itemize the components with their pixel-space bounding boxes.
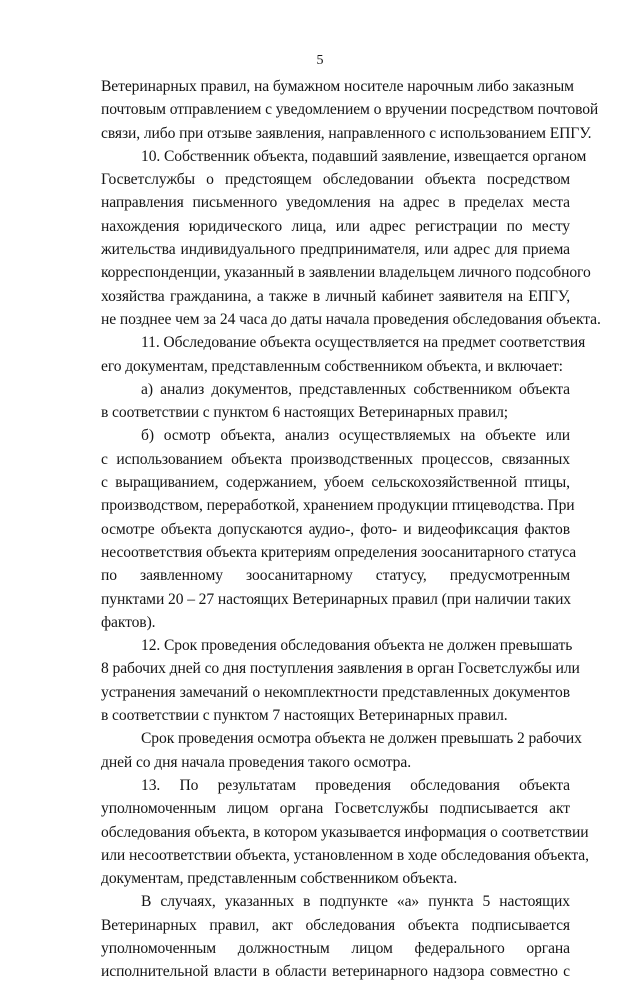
text-line: Ветеринарных правил, на бумажном носителе нарочным либо заказным bbox=[101, 78, 574, 95]
text-line: направления письменного уведомления на адрес в пределах места bbox=[101, 194, 570, 212]
text-line: 12. Срок проведения обследования объекта не должен превышать bbox=[141, 637, 573, 655]
text-line: уполномоченным лицом органа Госветслужбы подписывается акт bbox=[101, 800, 570, 818]
text-line: по заявленному зоосанитарному статусу, предусмотренным bbox=[101, 567, 570, 585]
text-line: Срок проведения осмотра объекта не должен превышать 2 рабочих bbox=[141, 730, 582, 748]
text-line: в соответствии с пунктом 6 настоящих Ветеринарных правил; bbox=[101, 404, 509, 422]
text-line: связи, либо при отзыве заявления, направленного с использованием ЕПГУ. bbox=[101, 124, 592, 142]
text-line: 8 рабочих дней со дня поступления заявления в орган Госветслужбы или bbox=[101, 660, 580, 678]
text-line: фактов). bbox=[101, 613, 156, 631]
text-line: в соответствии с пунктом 7 настоящих Ветеринарных правил. bbox=[101, 707, 508, 725]
text-line: с выращиванием, содержанием, убоем сельскохозяйственной птицы, bbox=[101, 474, 570, 492]
text-line: б) осмотр объекта, анализ осуществляемых на объекте или bbox=[141, 427, 570, 445]
text-line: нахождения юридического лица, или адрес регистрации по месту bbox=[101, 217, 570, 235]
text-line: уполномоченным должностным лицом федерального органа bbox=[101, 939, 570, 957]
text-line: с использованием объекта производственных процессов, связанных bbox=[101, 450, 570, 468]
text-line: несоответствия объекта критериям определения зоосанитарного статуса bbox=[101, 543, 577, 561]
text-line: а) анализ документов, представленных собственником объекта bbox=[141, 380, 570, 398]
text-line: осмотре объекта допускаются аудио-, фото- и видеофиксация фактов bbox=[101, 520, 570, 538]
text-line: корреспонденции, указанный в заявлении владельцем личного подсобного bbox=[101, 264, 591, 282]
text-line: Госветслужбы о предстоящем обследовании объекта посредством bbox=[101, 171, 570, 189]
document-body bbox=[101, 75, 601, 984]
text-line: 11. Обследование объекта осуществляется на предмет соответствия bbox=[141, 334, 586, 352]
text-line: дней со дня начала проведения такого осмотра. bbox=[101, 753, 411, 771]
text-line: исполнительной власти в области ветеринарного надзора совместно с bbox=[101, 963, 570, 981]
text-line: устранения замечаний о некомплектности представленных документов bbox=[101, 683, 570, 701]
text-line: производством, переработкой, хранением продукции птицеводства. При bbox=[101, 497, 575, 515]
text-line: не позднее чем за 24 часа до даты начала проведения обследования объекта. bbox=[101, 310, 601, 328]
text-line: пунктами 20 – 27 настоящих Ветеринарных правил (при наличии таких bbox=[101, 590, 572, 608]
text-line: или несоответствии объекта, установленном в ходе обследования объекта, bbox=[101, 846, 589, 864]
text-line: 13. По результатам проведения обследования объекта bbox=[141, 776, 570, 794]
text-line: почтовым отправлением с уведомлением о вручении посредством почтовой bbox=[101, 101, 599, 119]
text-line: его документам, представленным собственником объекта, и включает: bbox=[101, 357, 563, 375]
text-line: В случаях, указанных в подпункте «а» пункта 5 настоящих bbox=[141, 893, 570, 911]
text-line: 10. Собственник объекта, подавший заявление, извещается органом bbox=[141, 147, 587, 165]
text-line: жительства индивидуального предпринимателя, или адрес для приема bbox=[101, 241, 570, 259]
text-line: Ветеринарных правил, акт обследования объекта подписывается bbox=[101, 916, 570, 934]
text-line: хозяйства гражданина, а также в личный кабинет заявителя на ЕПГУ, bbox=[101, 287, 570, 305]
text-line: обследования объекта, в котором указывается информация о соответствии bbox=[101, 823, 589, 841]
text-line: документам, представленным собственником объекта. bbox=[101, 870, 458, 888]
page-number: 5 bbox=[316, 53, 324, 68]
